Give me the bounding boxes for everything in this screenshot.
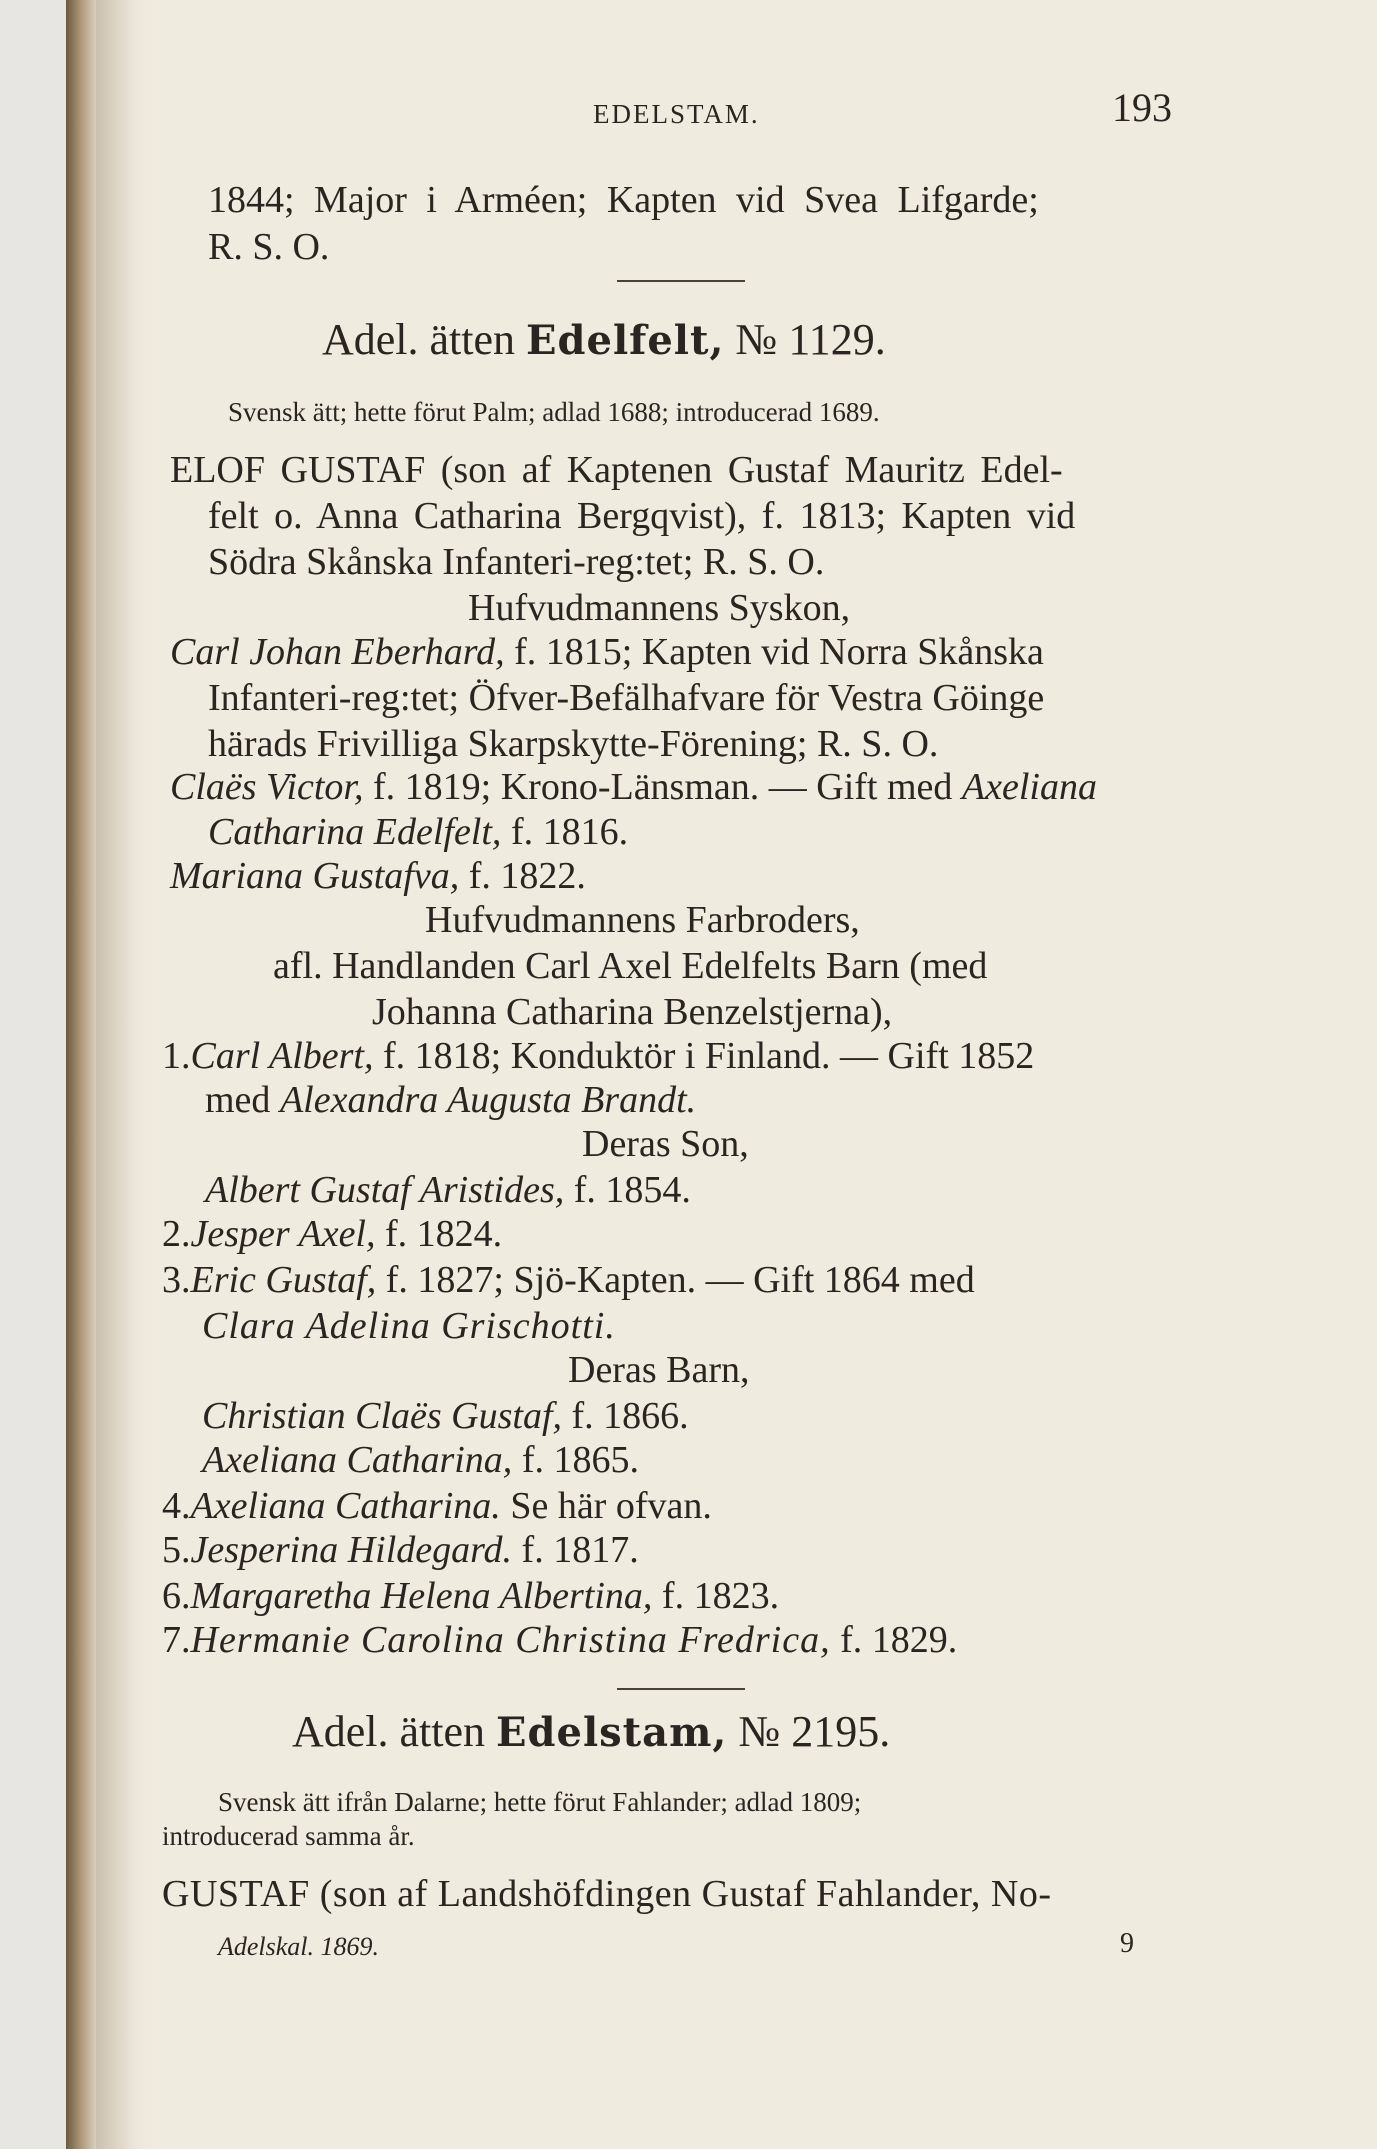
child-1-details: f. 1818; Konduktör i Finland. — Gift 1852 (383, 1035, 1035, 1077)
child-4-number: 4. (162, 1485, 191, 1527)
child-1-number: 1. (162, 1035, 191, 1077)
child-6-number: 6. (162, 1575, 191, 1617)
child-6 (162, 1574, 779, 1618)
family-intro-1: Svensk ätt ifrån Dalarne; hette förut Fahlander; adlad 1809; (218, 1787, 862, 1817)
sibling-3-name: Mariana Gustafva, (170, 855, 460, 897)
head-line-1: ELOF GUSTAF (son af Kaptenen Gustaf Mauritz Edel- (170, 449, 1063, 491)
uncles-subtitle-1: afl. Handlanden Carl Axel Edelfelts Barn (med (273, 945, 988, 987)
section-heading-edelfelt (322, 315, 886, 364)
running-title: EDELSTAM. (593, 99, 760, 129)
sibling-2 (170, 765, 1097, 809)
section-heading-edelstam (292, 1707, 891, 1756)
section-rule-1 (617, 280, 745, 282)
sibling-3-details: f. 1822. (468, 855, 586, 897)
child-3-number: 3. (162, 1259, 191, 1301)
child-7-details: f. 1829. (840, 1619, 958, 1661)
child-1-name: Carl Albert, (190, 1035, 374, 1077)
child-1-son-born: f. 1854. (573, 1169, 691, 1211)
child-5-details: f. 1817. (521, 1529, 639, 1571)
child-5-number: 5. (162, 1529, 191, 1571)
uncles-title: Hufvudmannens Farbroders, (425, 899, 860, 941)
child-7-number: 7. (162, 1619, 191, 1661)
child-6-name: Margaretha Helena Albertina, (190, 1575, 653, 1617)
child-2 (162, 1212, 502, 1256)
siblings-title: Hufvudmannens Syskon, (468, 587, 851, 629)
child-4-details: Se här ofvan. (510, 1485, 712, 1527)
child-3-spouse: Clara Adelina Grischotti. (202, 1305, 616, 1347)
child-5-name: Jesperina Hildegard. (190, 1529, 513, 1571)
child-3-kid-2 (202, 1438, 639, 1482)
child-1-med: med (205, 1079, 271, 1121)
sibling-2-spouse-name: Catharina Edelfelt, (208, 811, 502, 853)
family-name: Edelfelt, (526, 317, 725, 364)
sibling-1-name: Carl Johan Eberhard, (170, 631, 505, 673)
child-6-details: f. 1823. (661, 1575, 780, 1617)
continuation-line-1: 1844; Major i Arméen; Kapten vid Svea Lifgarde; (208, 179, 1039, 221)
sheet-number: 9 (1120, 1928, 1134, 1959)
child-3 (162, 1258, 975, 1302)
continuation-line-2: R. S. O. (208, 226, 330, 268)
child-2-details: f. 1824. (385, 1213, 503, 1255)
uncles-subtitle-2: Johanna Catharina Benzelstjerna), (372, 991, 893, 1033)
child-1-son-name: Albert Gustaf Aristides, (205, 1169, 565, 1211)
signature-mark: Adelskal. 1869. (218, 1932, 380, 1961)
family-number: № 1129. (735, 315, 886, 364)
child-2-name: Jesper Axel, (190, 1213, 376, 1255)
sibling-1-line-2: Infanteri-reg:tet; Öfver-Befälhafvare för Vestra Göinge (208, 677, 1045, 719)
sibling-1-line-3: härads Frivilliga Skarpskytte-Förening; R. S. O. (208, 723, 939, 765)
sibling-2-line-2 (208, 810, 628, 854)
child-7 (162, 1618, 957, 1662)
sibling-2-name: Claës Victor, (170, 766, 364, 808)
family-name: Edelstam, (496, 1709, 728, 1756)
sibling-3 (170, 854, 586, 898)
family-intro-2: introducerad samma år. (162, 1821, 415, 1851)
book-spine (66, 0, 96, 2149)
child-3-kid-2-name: Axeliana Catharina, (202, 1439, 513, 1481)
family-intro: Svensk ätt; hette förut Palm; adlad 1688; introducerad 1689. (228, 397, 880, 427)
child-2-number: 2. (162, 1213, 191, 1255)
heading-prefix: Adel. ätten (292, 1707, 486, 1756)
child-3-kid-1-born: f. 1866. (571, 1395, 689, 1437)
child-1 (162, 1034, 1034, 1078)
child-1-son-title: Deras Son, (582, 1123, 749, 1165)
section-rule-2 (617, 1688, 745, 1690)
spine-shadow (96, 0, 136, 2149)
sibling-2-spouse-born: f. 1816. (510, 811, 629, 853)
head-line-2: felt o. Anna Catharina Bergqvist), f. 1813; Kapten vid (208, 495, 1076, 537)
child-3-kids-title: Deras Barn, (568, 1349, 750, 1391)
family-number: № 2195. (738, 1707, 891, 1756)
child-1-line-2 (205, 1078, 696, 1122)
head-line-3: Södra Skånska Infanteri-reg:tet; R. S. O. (208, 541, 825, 583)
child-7-name: Hermanie Carolina Christina Fredrica, (190, 1619, 831, 1661)
page-number: 193 (1112, 85, 1172, 130)
head-line: GUSTAF (son af Landshöfdingen Gustaf Fahlander, No- (162, 1873, 1052, 1915)
child-3-kid-1 (202, 1394, 689, 1438)
sibling-1 (170, 630, 1044, 674)
child-1-spouse: Alexandra Augusta Brandt. (279, 1079, 697, 1121)
child-4 (162, 1484, 712, 1528)
child-5 (162, 1528, 639, 1572)
child-3-kid-1-name: Christian Claës Gustaf, (202, 1395, 562, 1437)
sibling-2-spouse: Axeliana (961, 766, 1097, 808)
child-3-details: f. 1827; Sjö-Kapten. — Gift 1864 med (385, 1259, 975, 1301)
child-3-name: Eric Gustaf, (190, 1259, 377, 1301)
sibling-2-details: f. 1819; Krono-Länsman. — Gift med (373, 766, 953, 808)
child-3-kid-2-born: f. 1865. (521, 1439, 639, 1481)
heading-prefix: Adel. ätten (322, 315, 516, 364)
sibling-1-details: f. 1815; Kapten vid Norra Skånska (514, 631, 1044, 673)
child-1-son (205, 1168, 691, 1212)
child-4-name: Axeliana Catharina. (190, 1485, 501, 1527)
